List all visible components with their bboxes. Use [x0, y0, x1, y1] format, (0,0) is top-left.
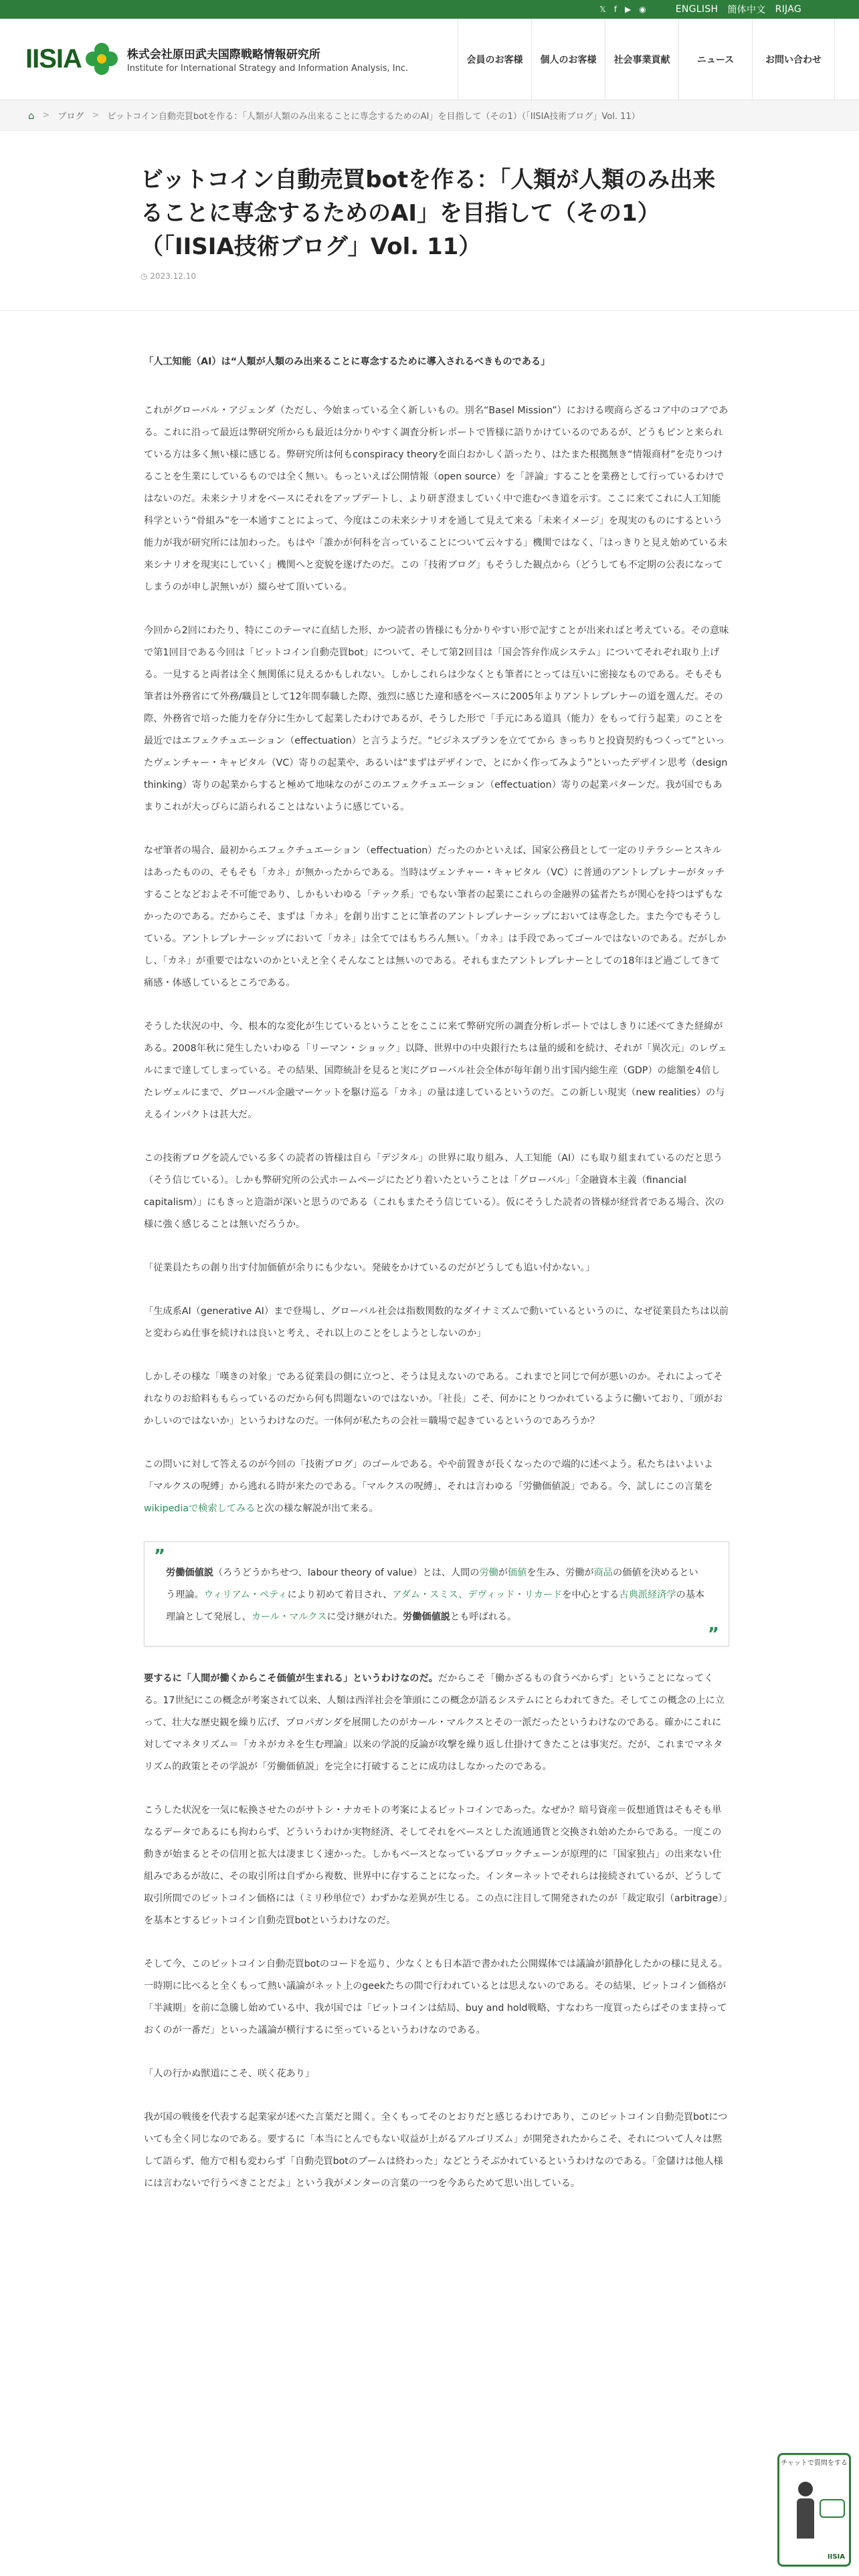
- link-smith-ricardo[interactable]: アダム・スミス、デヴィッド・リカード: [392, 1590, 563, 1600]
- link-commodity[interactable]: 商品: [593, 1568, 613, 1578]
- social-links: [599, 5, 646, 14]
- quote-text: 労働価値説（ろうどうかちせつ、labour theory of value）とは、人間の労働が価値を生み、労働が商品の価値を決めるという理論。ウィリアム・ペティにより初めて着目され、アダム・スミス、デヴィッド・リカードを中心とする古典派経済学の基本理論として発展し、カール・マルクスに受け継がれた。労働価値説とも呼ばれる。: [166, 1568, 705, 1622]
- lead-paragraph: 「人工知能（AI）は“人類が人類のみ出来ることに専念するために導入されるべきものである」: [144, 356, 551, 367]
- nav-members[interactable]: 会員のお客様: [458, 19, 531, 100]
- quote-close-icon: ”: [707, 1624, 719, 1644]
- clock-icon: ◷: [140, 272, 151, 281]
- paragraph: しかしその様な「嘆きの対象」である従業員の側に立つと、そうは見えないのである。これまでと同じで何が悪いのか。それによってそれなりのお給料ももらっているのだから何も問題ないのではないか。「社長」こそ、何かにとりつかれているように働いており、「頭がおかしいのではないか」というわけなのだ。一体何が私たちの会社＝職場で起きているというのであろうか？: [144, 1372, 723, 1426]
- org-name: [127, 45, 408, 74]
- paragraph: こうした状況を一気に転換させたのがサトシ・ナカモトの考案によるビットコインであった。なぜか？暗号資産＝仮想通貨はそもそも単なるデータであるにも拘わらず、どういうわけか実物経済、そしてそれをベースとした流通通貨と交換され始めたからである。一度この動きが始まるとその信用と拡大は凄まじく速かった。しかもベースとなっているブロックチェーンが原理的に「国家独占」の出来ない仕組みであるが故に、その取引所は自ずから複数、世界中に存することになった。インターネットでそれらは接続されているが、どうして取引所間でのビットコイン価格には（ミリ秒単位で）わずかな差異が生じる。この点に注目して開発されたのが「裁定取引（arbitrage）」を基本とするビットコイン自動売買botというわけなのだ。: [144, 1805, 728, 1926]
- rijag-link[interactable]: RIJAG: [775, 4, 801, 15]
- paragraph: 「生成系AI（generative AI）まで登場し、グローバル社会は指数関数的なダイナミズムで動いているというのに、なぜ従業員たちは以前と変わらぬ仕事を続けれは良いと考え、それ以上のことをしようとしないのか」: [144, 1306, 729, 1339]
- bold-text: 要するに「人間が働くからこそ価値が生まれる」というわけなのだ。: [144, 1673, 438, 1684]
- facebook-icon[interactable]: f: [613, 5, 617, 14]
- post-date-text: 2023.12.10: [150, 272, 197, 281]
- chat-widget-text: チャットで質問をする: [781, 2460, 848, 2467]
- link-value[interactable]: 価値: [508, 1568, 527, 1578]
- post-date: [140, 272, 859, 281]
- post-header: [0, 131, 859, 311]
- link-labour[interactable]: 労働: [479, 1568, 498, 1578]
- quote-term: 労働価値説: [166, 1568, 213, 1578]
- text: だからこそ「働かざるもの食うべからず」ということになってくる。17世紀にこの概念が考案されて以来、人類は西洋社会を筆頭にこの概念が語るシステムにとらわれてきた。そしてこの概念の上に立って、壮大な歴史観を繰り広げ、プロパガンダを展開したのがカール・マルクスとその一派だったというわけなのである。確かにこれに対してマネタリズム＝「カネがカネを生む理論」以来の学説的反論が攻撃を繰り返し仕掛けてきたことは事実だ。だが、これまでマネタリズム的政策とその学説が「労働価値説」を完全に打破することに成功はしなかったのである。: [144, 1673, 725, 1772]
- home-icon[interactable]: ⌂: [28, 109, 35, 122]
- org-name-jp: 株式会社原田武夫国際戦略情報研究所: [126, 48, 320, 62]
- paragraph: そうした状況の中、今、根本的な変化が生じているということをここに来て弊研究所の調査分析レポートではしきりに述べてきた経緯がある。2008年秋に発生したいわゆる「リーマン・ショック」以降、世界中の中央銀行たちは量的緩和を続け、それが「異次元」のレヴェルにまで達してしまっている。その結果、国際統計を見ると実にグローバル社会全体が毎年創り出す国内総生産（GDP）の総額を4倍したレヴェルにまで、グローバル金融マーケットを駆け巡る「カネ」の量は達しているというのだ。この新しい現実（new realities）の与えるインパクトは甚大だ。: [144, 1021, 727, 1120]
- quote-term: 労働価値説: [403, 1612, 450, 1622]
- paragraph: 「人の行かぬ獣道にこそ、咲く花あり」: [144, 2068, 315, 2079]
- main-nav: [432, 19, 859, 100]
- org-name-en: Institute for International Strategy and Information Analysis, Inc.: [126, 64, 409, 74]
- chat-bubble-icon: [820, 2499, 845, 2518]
- site-header: [0, 19, 859, 100]
- nav-social-contribution[interactable]: 社会事業貢献: [605, 19, 678, 100]
- paragraph: なぜ筆者の場合、最初からエフェクチュエーション（effectuation）だったのかといえば、国家公務員として一定のリテラシーとスキルはあったものの、そもそも「カネ」が無かったからである。当時はヴェンチャー・キャピタル（VC）に普通のアントレプレナーがタッチすることなどおよそ不可能であり、しかもいわゆる「テック系」でもない筆者の起業にこれらの金融界の猛者たちが関心を持つはずもなかったのである。だからこそ、まずは「カネ」を創り出すことに筆者のアントレプレナーシップにおいては専念した。また今でもそうしている。アントレプレナーシップにおいて「カネ」は全てではもちろん無い。「カネ」は手段であってゴールではないのである。だがしかし、「カネ」が重要ではないのかといえと全くそんなことは無いのである。それもまたアントレプレナーとしての18年ほど過ごしてきて痛感・体感しているところである。: [144, 845, 727, 988]
- text: この問いに対して答えるのが今回の「技術ブログ」のゴールである。やや前置きが長くなったので端的に述べよう。私たちはいよいよ「マルクスの呪縛」から逃れる時が来たのである。「マルクスの呪縛」、それは言わゆる「労働価値説」である。今、試しにこの言葉を: [144, 1459, 713, 1492]
- breadcrumb-separator: >: [42, 110, 50, 120]
- breadcrumb: [0, 100, 859, 131]
- clover-logo-icon: [86, 43, 118, 76]
- nav-contact[interactable]: お問い合わせ: [752, 19, 835, 100]
- twitter-icon[interactable]: 𝕏: [599, 5, 606, 14]
- paragraph: 我が国の戦後を代表する起業家が述べた言葉だと聞く。全くもってそのとおりだと感じるわけであり、このビットコイン自動売買botについても全く同じなのである。要するに「本当にとんでもない収益が上がるアルゴリズム」が開発されたからこそ、それについて人々は黙して語らず、他方で相も変わらず「自動売買botのブームは終わった」などとうそぶかれているというわけなのである。「金儲けは他人様には言わないで行うべきことだよ」という我がメンターの言葉の一つを今あらためて思い出している。: [144, 2112, 728, 2189]
- lang-chinese-link[interactable]: 簡体中文: [727, 5, 766, 15]
- post-title: ビットコイン自動売買botを作る：「人類が人類のみ出来ることに専念するためのAI」を目指して（その1）（「IISIA技術ブログ」Vol. 11）: [140, 167, 716, 260]
- paragraph: そして今、このビットコイン自動売買botのコードを巡り、少なくとも日本語で書かれた公開媒体では議論が鎖静化したかの様に見える。一時期に比べると全くもって熱い議論がネット上のgeekたちの間で行われているとは思えないのである。その結果、ビットコイン価格が「半減期」を前に急騰し始めている中、我が国では「ビットコインは結局、buy and hold戦略、すなわち一度買ったらばそのまま持っておくのが一番だ」といった議論が横行するに至っているというわけなのである。: [144, 1959, 728, 2036]
- breadcrumb-separator: >: [92, 110, 100, 120]
- person-icon: [797, 2482, 814, 2542]
- wikipedia-link[interactable]: wikipediaで検索してみる: [144, 1503, 256, 1514]
- article-body: [0, 311, 729, 2195]
- widget-logo: IISIA: [827, 2553, 845, 2561]
- link-marx[interactable]: カール・マルクス: [251, 1612, 327, 1622]
- text: と次の様な解説が出て来る。: [255, 1503, 379, 1514]
- lang-english-link[interactable]: ENGLISH: [675, 4, 719, 15]
- nav-news[interactable]: ニュース: [678, 19, 752, 100]
- paragraph: 「従業員たちの創り出す付加価値が余りにも少ない。発破をかけているのだがどうしても追い付かない。」: [144, 1263, 595, 1273]
- link-petty[interactable]: ウィリアム・ペティ: [203, 1590, 288, 1600]
- utility-bar: [0, 0, 859, 19]
- paragraph: [144, 1454, 729, 1520]
- blockquote: [144, 1541, 729, 1646]
- breadcrumb-blog[interactable]: ブログ: [58, 112, 84, 122]
- quote-open-icon: ”: [154, 1546, 166, 1566]
- paragraph: この技術ブログを読んでいる多くの読者の皆様は自ら「デジタル」の世界に取り組み、人工知能（AI）にも取り組まれているのだと思う（そう信じている）。しかも弊研究所の公式ホームページにたどり着いたということは「グローバル」「金融資本主義（financial capitalism）」にもきっと造詣が深いと思うのである（これもまたそう信じている）。仮にそうした読者の皆様が経営者である場合、次の様に強く感じることは無いだろうか。: [144, 1153, 725, 1230]
- paragraph: 今回から2回にわたり、特にこのテーマに直結した形、かつ読者の皆様にも分かりやすい形で記すことが出来ればと考えている。その意味で第1回目である今回は「ビットコイン自動売買bot」について、そして第2回目は「国会答弁作成システム」についてそれぞれ取り上げる。一見すると両者は全く無関係に見えるかもしれない。しかしこれらは少なくとも筆者にとっては互いに密接なものである。そもそも筆者は外務省にて外務/職員として12年間奉職した際、強烈に感じた違和感をベースに2005年よりアントレプレナーの道を選んだ。その際、外務省で培った能力を存分に生かして起業したわけであるが、そうした形で「手元にある道具（能力）をもって行う起業」のことを最近ではエフェクチュエーション（effectuation）と言うようだ。“ビジネスプランを立ててから きっちりと投資契約もつくって”といったヴェンチャー・キャピタル（VC）寄りの起業や、あるいは“まずはデザインで、とにかく作ってみよう”といったデザイン思考（design thinking）寄りの起業からすると極めて地味なのがこのエフェクチュエーション（effectuation）寄りの起業パターンだ。我が国でもあまりこれが大っぴらに語られることはないように感じている。: [144, 625, 729, 813]
- chat-widget[interactable]: [777, 2453, 851, 2567]
- breadcrumb-current: ビットコイン自動売買botを作る：「人類が人類のみ出来ることに専念するためのAI」を目指して（その1）（「IISIA技術ブログ」Vol. 11）: [107, 112, 640, 122]
- link-classical-economics[interactable]: 古典派経済学: [619, 1590, 676, 1600]
- logo-text: IISIA: [25, 44, 82, 74]
- youtube-icon[interactable]: ▶: [625, 5, 632, 14]
- brand-logo[interactable]: [0, 19, 432, 100]
- nav-individuals[interactable]: 個人のお客様: [531, 19, 605, 100]
- paragraph: これがグローバル・アジェンダ（ただし、今始まっている全く新しいもの。別名“Basel Mission”）における喫商らざるコア中のコアである。これに沿って最近は弊研究所からも最近は分かりやすく調査分析レポートで皆様に語りかけているのであるが、どうもピンと来られている方は多く無い様に感じる。弊研究所は何もconspiracy theoryを面白おかしく語ったり、はたまた根拠無き“情報商材”を売りつけることを生業にしているものでは全く無い。もっといえば公開情報（open source）を「評論」することを業務として行っているわけではないのだ。未来シナリオをベースにそれをアップデートし、より研ぎ澄ましていく中で進むべき道を示す。ここに来てこれに人工知能科学という“骨組み”を一本通すことによって、今度はこの未来シナリオを通して見えて来る「未来イメージ」を現実のものにするという能力が我が研究所には加わった。もはや「誰かが何科を言っていることについて云々する」機関ではなく、「はっきりと見え始めている未来シナリオを現実にしていく」機関へと変貌を遂げたのだ。この「技術ブログ」もそうした観点から（どうしても不定期の公表になってしまうのが申し訳無いが）綴らせて頂いている。: [144, 405, 729, 593]
- paragraph: [144, 1668, 729, 1778]
- rss-icon[interactable]: ◉: [639, 5, 646, 14]
